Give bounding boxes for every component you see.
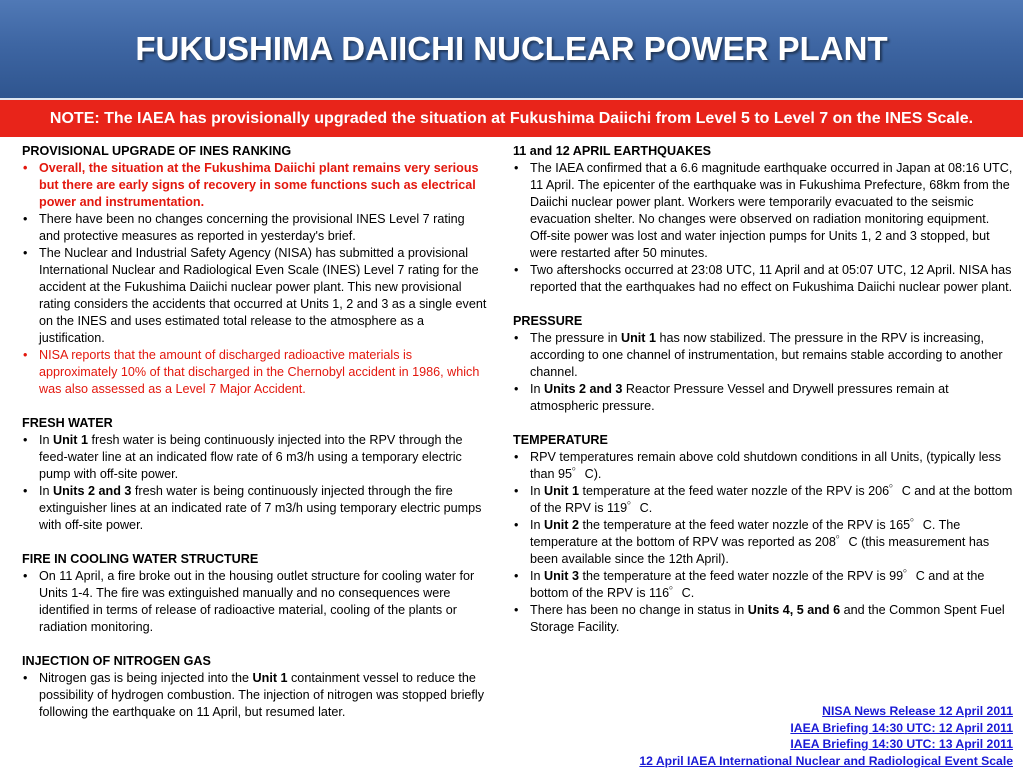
note-text: NOTE: The IAEA has provisionally upgraded the situation at Fukushima Daiichi from Level 5 to Level 7 on the INES Scale. <box>50 110 973 128</box>
list-item: • The pressure in Unit 1 has now stabilized. The pressure in the RPV is increasing, according to one channel of instrumentation, but remains stable according to another channel. <box>513 330 1013 381</box>
right-column <box>513 143 1013 653</box>
bullet-list <box>513 160 1013 296</box>
list-item: • In Unit 1 temperature at the feed water nozzle of the RPV is 206゜C and at the bottom of the RPV is 119゜C. <box>513 483 1013 517</box>
list-item: • RPV temperatures remain above cold shutdown conditions in all Units, (typically less than 95゜C). <box>513 449 1013 483</box>
bullet-list <box>513 449 1013 636</box>
list-item: • There have been no changes concerning the provisional INES Level 7 rating and protective measures as reported in yesterday's brief. <box>22 211 488 245</box>
title-bar <box>0 0 1023 98</box>
list-item: • There has been no change in status in Units 4, 5 and 6 and the Common Spent Fuel Storage Facility. <box>513 602 1013 636</box>
section-heading: PRESSURE <box>513 313 1013 330</box>
list-item: • Two aftershocks occurred at 23:08 UTC, 11 April and at 05:07 UTC, 12 April. NISA has reported that the earthquakes had no effect on Fukushima Daiichi nuclear power plant. <box>513 262 1013 296</box>
note-banner <box>0 100 1023 137</box>
list-item: • In Units 2 and 3 Reactor Pressure Vessel and Drywell pressures remain at atmospheric pressure. <box>513 381 1013 415</box>
list-item: • Nitrogen gas is being injected into the Unit 1 containment vessel to reduce the possibility of hydrogen combustion. The injection of nitrogen was stopped briefly following the earthquake on 11 April, but resumed later. <box>22 670 488 721</box>
section-earthquakes <box>513 143 1013 296</box>
section-heading: 11 and 12 APRIL EARTHQUAKES <box>513 143 1013 160</box>
list-item: • In Unit 2 the temperature at the feed water nozzle of the RPV is 165゜C. The temperature at the bottom of RPV was reported as 208゜C (this measurement has been available since the 12th April). <box>513 517 1013 568</box>
section-fire <box>22 551 488 636</box>
bullet-list <box>22 432 488 534</box>
section-heading: TEMPERATURE <box>513 432 1013 449</box>
list-item: • In Units 2 and 3 fresh water is being continuously injected through the fire extinguisher lines at an indicated rate of 7 m3/h using temporary electric pumps with off-site power. <box>22 483 488 534</box>
left-column <box>22 143 488 738</box>
bullet-list <box>513 330 1013 415</box>
page-title: FUKUSHIMA DAIICHI NUCLEAR POWER PLANT <box>135 30 887 68</box>
bullet-list <box>22 160 488 398</box>
bullet-list <box>22 568 488 636</box>
section-heading: FIRE IN COOLING WATER STRUCTURE <box>22 551 488 568</box>
section-temperature <box>513 432 1013 636</box>
reference-links <box>639 703 1013 769</box>
list-item: • NISA reports that the amount of discharged radioactive materials is approximately 10% of that discharged in the Chernobyl accident in 1986, which was also assessed as a Level 7 Major Accident. <box>22 347 488 398</box>
section-fresh-water <box>22 415 488 534</box>
list-item: • On 11 April, a fire broke out in the housing outlet structure for cooling water for Units 1-4. The fire was extinguished manually and no consequences were identified in terms of release of radioactive material, cooling of the plants or radiation monitoring. <box>22 568 488 636</box>
section-ines-ranking <box>22 143 488 398</box>
link-iaea-briefing-13-april[interactable]: IAEA Briefing 14:30 UTC: 13 April 2011 <box>639 736 1013 753</box>
list-item: • In Unit 3 the temperature at the feed water nozzle of the RPV is 99゜C and at the bottom of the RPV is 116゜C. <box>513 568 1013 602</box>
link-ines-scale[interactable]: 12 April IAEA International Nuclear and Radiological Event Scale <box>639 753 1013 769</box>
list-item: • The IAEA confirmed that a 6.6 magnitude earthquake occurred in Japan at 08:16 UTC, 11 April. The epicenter of the earthquake was in Fukushima Prefecture, 68km from the Daiichi nuclear power plant. Workers were temporarily evacuated to the seismic evacuation shelter. No changes were observed on radiation monitoring equipment. Off-site power was lost and water injection pumps for Units 1, 2 and 3 stopped, but were restarted after 50 minutes. <box>513 160 1013 262</box>
bullet-list <box>22 670 488 721</box>
section-heading: FRESH WATER <box>22 415 488 432</box>
list-item: • Overall, the situation at the Fukushima Daiichi plant remains very serious but there are early signs of recovery in some functions such as electrical power and instrumentation. <box>22 160 488 211</box>
list-item: • In Unit 1 fresh water is being continuously injected into the RPV through the feed-water line at an indicated flow rate of 6 m3/h using a temporary electric pump with off-site power. <box>22 432 488 483</box>
section-pressure <box>513 313 1013 415</box>
list-item: • The Nuclear and Industrial Safety Agency (NISA) has submitted a provisional International Nuclear and Radiological Even Scale (INES) Level 7 rating for the accident at the Fukushima Daiichi nuclear power plant. This new provisional rating considers the accidents that occurred at Units 1, 2 and 3 as a single event on the INES and uses estimated total release to the atmosphere as a justification. <box>22 245 488 347</box>
section-nitrogen <box>22 653 488 721</box>
link-iaea-briefing-12-april[interactable]: IAEA Briefing 14:30 UTC: 12 April 2011 <box>639 720 1013 737</box>
section-heading: PROVISIONAL UPGRADE OF INES RANKING <box>22 143 488 160</box>
section-heading: INJECTION OF NITROGEN GAS <box>22 653 488 670</box>
link-nisa-news-release[interactable]: NISA News Release 12 April 2011 <box>639 703 1013 720</box>
